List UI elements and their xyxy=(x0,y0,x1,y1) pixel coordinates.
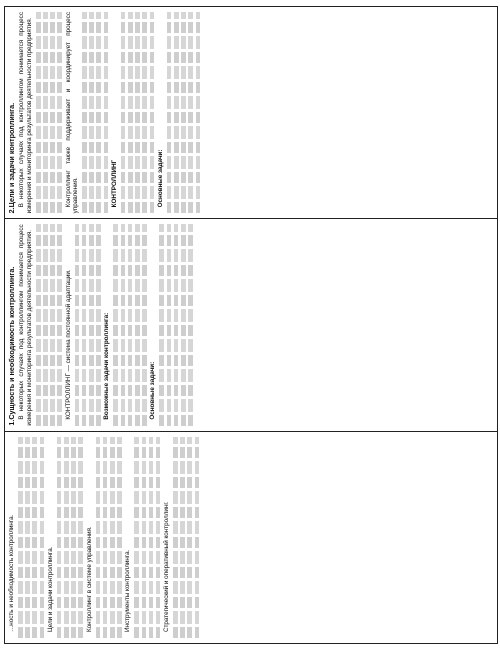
illegible-text-line xyxy=(121,12,126,213)
section-title: 2.Цели и задачи контроллинга. xyxy=(7,102,16,214)
illegible-text-line xyxy=(121,224,126,425)
illegible-text-line xyxy=(188,12,193,213)
paragraph: В некоторых случаях под контроллингом понимается процесс измерения и мониторинга результатов деятельности предприятия. xyxy=(18,12,33,214)
paragraph: Контроллинг также поддерживает и координирует процесс управления. xyxy=(64,12,80,214)
illegible-text-line xyxy=(78,437,83,638)
illegible-text-line xyxy=(18,437,23,638)
illegible-text-line xyxy=(142,224,147,425)
illegible-text-line xyxy=(25,437,30,638)
illegible-text-line xyxy=(36,224,41,425)
illegible-text-line xyxy=(103,437,108,638)
illegible-text-line xyxy=(96,12,101,213)
illegible-text-line xyxy=(40,437,45,638)
illegible-text-line xyxy=(96,437,101,638)
content-cell xyxy=(5,218,497,430)
illegible-text-line xyxy=(82,12,87,213)
content-grid xyxy=(4,6,498,644)
illegible-text-line xyxy=(117,437,122,638)
illegible-text-line xyxy=(167,224,172,425)
illegible-text-line xyxy=(156,437,161,638)
illegible-text-line xyxy=(75,224,80,425)
illegible-text-line xyxy=(159,224,164,425)
paragraph: Инструменты контроллинга. xyxy=(124,549,132,632)
illegible-text-line xyxy=(142,437,147,638)
illegible-text-line xyxy=(32,437,37,638)
illegible-text-line xyxy=(167,12,172,213)
illegible-text-line xyxy=(135,224,140,425)
illegible-text-line xyxy=(71,437,76,638)
illegible-text-line xyxy=(50,224,55,425)
illegible-text-line xyxy=(43,224,48,425)
illegible-text-line xyxy=(180,437,185,638)
illegible-text-line xyxy=(110,437,115,638)
illegible-text-line xyxy=(188,224,193,425)
illegible-text-line xyxy=(149,437,154,638)
illegible-text-line xyxy=(82,224,87,425)
illegible-text-line xyxy=(196,12,201,213)
content-cell xyxy=(5,7,497,218)
content-cell xyxy=(5,431,497,643)
illegible-text-line xyxy=(89,224,94,425)
highlight-heading: Основные задачи: xyxy=(156,149,164,208)
illegible-text-line xyxy=(128,12,133,213)
illegible-text-line xyxy=(36,12,41,213)
highlight-heading: Возможные задачи контроллинга: xyxy=(103,312,111,420)
paragraph: …ность и необходимость контроллинга. xyxy=(8,514,15,632)
illegible-text-line xyxy=(57,437,62,638)
illegible-text-line xyxy=(134,437,139,638)
illegible-text-line xyxy=(96,224,101,425)
paragraph: Стратегический и оперативный контроллинг. xyxy=(163,501,171,632)
illegible-text-line xyxy=(174,224,179,425)
illegible-text-line xyxy=(142,12,147,213)
section-title: 1.Сущность и необходимость контроллинга. xyxy=(7,266,16,426)
highlight-heading: Основные задачи: xyxy=(149,361,157,420)
illegible-text-line xyxy=(174,12,179,213)
illegible-text-line xyxy=(43,12,48,213)
illegible-text-line xyxy=(104,12,109,213)
illegible-text-line xyxy=(89,12,94,213)
illegible-text-line xyxy=(181,12,186,213)
illegible-text-line xyxy=(50,12,55,213)
illegible-text-line xyxy=(195,437,200,638)
paragraph: Цели и задачи контроллинга. xyxy=(46,546,54,632)
illegible-text-line xyxy=(181,224,186,425)
illegible-text-line xyxy=(128,224,133,425)
illegible-text-line xyxy=(150,12,155,213)
paragraph: В некоторых случаях под контроллингом понимается процесс измерения и мониторинга результатов деятельности предприятия. xyxy=(18,224,33,426)
illegible-text-line xyxy=(173,437,178,638)
illegible-text-line xyxy=(64,437,69,638)
highlight-heading: КОНТРОЛЛИНГ xyxy=(110,159,118,208)
illegible-text-line xyxy=(113,224,118,425)
content-row xyxy=(5,7,497,643)
illegible-text-line xyxy=(57,224,62,425)
paragraph: Контроллинг в системе управления. xyxy=(85,526,93,632)
illegible-text-line xyxy=(135,12,140,213)
illegible-text-line xyxy=(187,437,192,638)
paragraph: КОНТРОЛЛИНГ — система постоянной адаптации. xyxy=(64,269,72,420)
illegible-text-line xyxy=(57,12,62,213)
